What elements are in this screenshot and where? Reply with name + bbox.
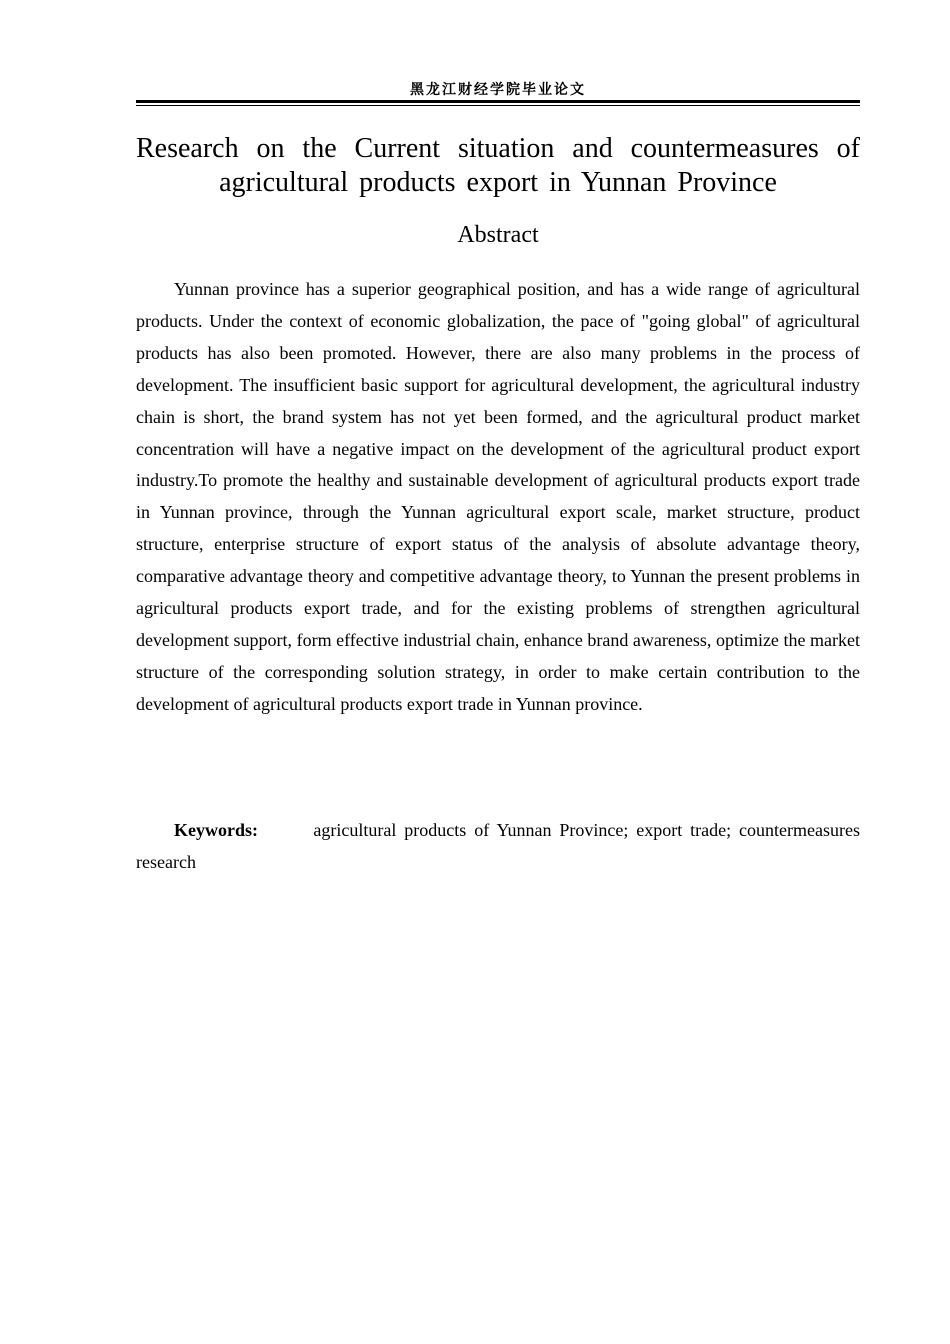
running-header: 黑龙江财经学院毕业论文 — [410, 82, 586, 98]
document-page — [136, 0, 860, 1344]
paper-title: Research on the Current situation and countermeasures of agricultural products export in Yunnan Province — [136, 133, 860, 198]
abstract-heading: Abstract — [457, 222, 539, 248]
header-rule-thin — [136, 105, 860, 106]
keywords-paragraph — [136, 815, 860, 879]
header-rule-thick — [136, 100, 860, 103]
keywords-text: agricultural products of Yunnan Province; export trade; countermeasures research — [136, 820, 860, 872]
keywords-label: Keywords: — [174, 820, 258, 840]
abstract-body: Yunnan province has a superior geographical position, and has a wide range of agricultural products. Under the context of economic globalization, the pace of "going global" of agricultural products has also been promoted. However, there are also many problems in the process of development. The insufficient basic support for agricultural development, the agricultural industry chain is short, the brand system has not yet been formed, and the agricultural product market concentration will have a negative impact on the development of the agricultural product export industry.To promote the healthy and sustainable development of agricultural products export trade in Yunnan province, through the Yunnan agricultural export scale, market structure, product structure, enterprise structure of export status of the analysis of absolute advantage theory, comparative advantage theory and competitive advantage theory, to Yunnan the present problems in agricultural products export trade, and for the existing problems of strengthen agricultural development support, form effective industrial chain, enhance brand awareness, optimize the market structure of the corresponding solution strategy, in order to make certain contribution to the development of agricultural products export trade in Yunnan province. — [136, 279, 860, 714]
